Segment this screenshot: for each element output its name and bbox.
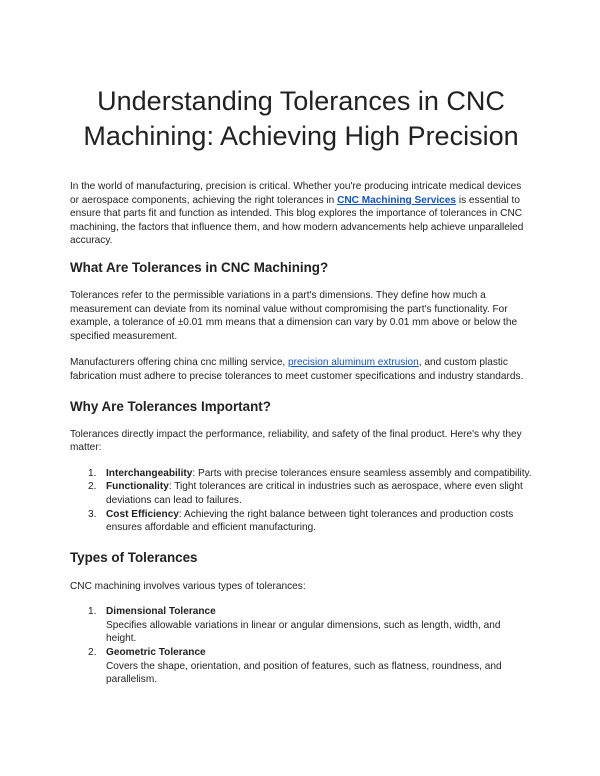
list-term: Dimensional Tolerance bbox=[106, 606, 216, 618]
list-item bbox=[70, 480, 532, 507]
document-content bbox=[70, 84, 532, 687]
intro-text-before: In the world of manufacturing, precision is critical. Whether you're producing intricate medical devices or aerospace components, achieving the right tolerances in bbox=[70, 181, 522, 206]
manufacturers-text-after: , and custom plastic fabrication must adhere to precise tolerances to meet customer specifications and industry standards. bbox=[70, 357, 524, 382]
list-term: Functionality bbox=[106, 481, 169, 493]
list-item bbox=[70, 508, 532, 535]
list-term: Geometric Tolerance bbox=[106, 647, 206, 659]
precision-aluminum-extrusion-link[interactable]: precision aluminum extrusion bbox=[288, 357, 419, 369]
list-item bbox=[70, 646, 532, 687]
cnc-machining-services-link[interactable]: CNC Machining Services bbox=[337, 194, 457, 206]
list-number: 1. bbox=[88, 606, 97, 618]
list-description: Covers the shape, orientation, and position of features, such as flatness, roundness, and parallelism. bbox=[106, 660, 502, 686]
manufacturers-paragraph bbox=[70, 356, 532, 383]
list-text: : Tight tolerances are critical in industries such as aerospace, where even slight deviations can lead to failures. bbox=[106, 481, 523, 506]
types-intro-paragraph: CNC machining involves various types of tolerances: bbox=[70, 580, 306, 592]
section-heading-types-of-tolerances: Types of Tolerances bbox=[70, 549, 198, 565]
list-text: : Parts with precise tolerances ensure seamless assembly and compatibility. bbox=[192, 467, 532, 479]
types-list bbox=[70, 605, 532, 687]
list-item bbox=[70, 467, 532, 481]
document-title: Understanding Tolerances in CNC Machining: Achieving High Precision bbox=[83, 86, 519, 151]
list-description: Specifies allowable variations in linear or angular dimensions, such as length, width, and height. bbox=[106, 619, 501, 645]
list-number: 2. bbox=[88, 481, 97, 493]
why-important-paragraph: Tolerances directly impact the performance, reliability, and safety of the final product. Here's why they matter: bbox=[70, 428, 522, 454]
section-heading-why-important: Why Are Tolerances Important? bbox=[70, 398, 271, 414]
list-number: 3. bbox=[88, 508, 97, 520]
manufacturers-text-before: Manufacturers offering china cnc milling service, bbox=[70, 357, 289, 369]
intro-paragraph bbox=[70, 180, 532, 248]
list-term: Interchangeability bbox=[106, 467, 193, 479]
list-item bbox=[70, 605, 532, 646]
list-number: 1. bbox=[88, 467, 97, 479]
list-text: : Achieving the right balance between tight tolerances and production costs ensures affordable and efficient manufacturing. bbox=[106, 508, 514, 534]
list-term: Cost Efficiency bbox=[106, 508, 179, 520]
tolerances-definition-paragraph: Tolerances refer to the permissible variations in a part's dimensions. They define how much a measurement can deviate from its nominal value without compromising the part's functionality. For example, a tolerance of ±0.01 mm means that a dimension can vary by 0.01 mm above or below the specified measurement. bbox=[70, 289, 518, 342]
section-heading-what-are-tolerances: What Are Tolerances in CNC Machining? bbox=[70, 259, 329, 275]
list-number: 2. bbox=[88, 647, 97, 659]
intro-text-after: is essential to ensure that parts fit and function as intended. This blog explores the importance of tolerances in CNC machining, the factors that influence them, and how modern advancements help achieve unparalleled accuracy. bbox=[70, 194, 524, 247]
importance-list bbox=[70, 467, 532, 535]
